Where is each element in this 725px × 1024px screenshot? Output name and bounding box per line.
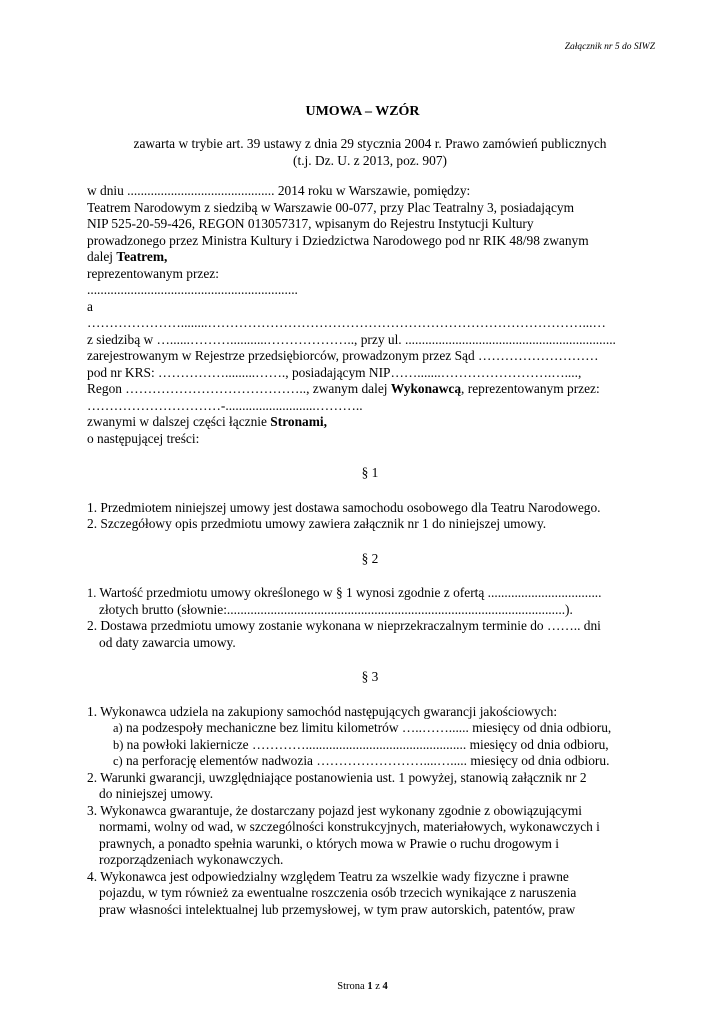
parties-collective-text: zwanymi w dalszej części łącznie <box>87 414 271 429</box>
content-intro-line: o następującej treści: <box>87 430 200 446</box>
section-2-paragraph-1-text: Wartość przedmiotu umowy określonego w § 1 wynosi zgodnie z ofertą .................................. <box>96 585 602 600</box>
representative-blank: ............................................................... <box>87 282 298 297</box>
contractor-name-blank: …………………........…………………………………………………………………………...… <box>87 315 606 330</box>
warranty-item-a-text: na podzespoły mechaniczne bez limitu kilometrów …..……...... miesięcy od dnia odbioru, <box>122 720 612 735</box>
represented-by-line: reprezentowanym przez: <box>87 265 219 281</box>
section-3-heading: § 3 <box>361 669 379 684</box>
warranty-item-b-label: b) <box>113 737 124 752</box>
section-2-paragraph-1-number: 1. <box>87 586 97 600</box>
section-3-paragraph-1: 1. Wykonawca udziela na zakupiony samochód następujących gwarancji jakościowych: <box>87 703 558 719</box>
footer-page-total: 4 <box>382 981 388 992</box>
section-1-paragraph-2: 2. Szczegółowy opis przedmiotu umowy zawiera załącznik nr 1 do niniejszej umowy. <box>87 516 547 531</box>
contractor-register-line: zarejestrowanym w Rejestrze przedsiębiorców, prowadzonym przez Sąd ……………………… <box>87 348 599 363</box>
parties-section <box>87 183 653 447</box>
section-2-heading: § 2 <box>361 550 379 566</box>
parties-collective-line <box>87 414 653 431</box>
section-3-paragraph-3: 3. Wykonawca gwarantuje, że dostarczany pojazd jest wykonany zgodnie z obowiązującymi <box>87 802 582 818</box>
regon-text: Regon ………………………………….., zwanym dalej <box>87 381 391 396</box>
warranty-item-a <box>87 720 653 737</box>
theatre-line-2: NIP 525-20-59-426, REGON 013057317, wpisanym do Rejestru Instytucji Kultury <box>87 216 534 231</box>
subtitle-line-2: (t.j. Dz. U. z 2013, poz. 907) <box>293 152 447 168</box>
section-3-paragraph-4: 4. Wykonawca jest odpowiedzialny względem Teatru za wszelkie wady fizyczne i prawne <box>87 868 569 884</box>
and-line: a <box>87 298 93 314</box>
warranty-item-a-label: a) <box>113 721 123 735</box>
theatre-line-3: prowadzonego przez Ministra Kultury i Dziedzictwa Narodowego pod nr RIK 48/98 zwanym <box>87 232 589 248</box>
document-title: UMOWA – WZÓR <box>305 104 420 119</box>
section-3-paragraph-2-cont: do niniejszej umowy. <box>99 786 214 801</box>
warranty-item-b-text: na powłoki lakiernicze …………................................................ miesięcy od dnia odbioru, <box>123 736 609 752</box>
section-3-paragraph-3-cont-2: prawnych, a ponadto spełnia warunki, o których mowa w Prawie o ruchu drogowym i <box>99 835 560 851</box>
section-2-paragraph-1-cont: złotych brutto (słownie:.....................................................................................................). <box>99 601 573 617</box>
section-1-paragraph-1: 1. Przedmiotem niniejszej umowy jest dostawa samochodu osobowego dla Teatru Narodowego. <box>87 499 601 515</box>
contractor-address-line: z siedzibą w …......………...........……………….., przy ul. ............................................................... <box>87 331 616 347</box>
parties-defined-term: Stronami, <box>270 414 327 429</box>
warranty-item-c <box>87 753 653 770</box>
contractor-regon-line <box>87 381 653 398</box>
theatre-line-4 <box>87 249 653 266</box>
contractor-representative-blank: …………………………-...........................……….. <box>87 397 363 413</box>
contractor-krs-line: pod nr KRS: …………….........……., posiadającym NIP…….......…………………….…...., <box>87 364 582 380</box>
footer-page-number: 1 <box>367 981 373 992</box>
warranty-item-c-text: na perforację elementów nadwozia ……………………....…..... miesięcy od dnia odbioru. <box>122 753 610 768</box>
contractor-defined-term: Wykonawcą <box>390 381 462 396</box>
section-3-paragraph-3-cont-1: normami, wolny od wad, w szczególności konstrukcyjnych, materiałowych, wykonawczych i <box>99 819 600 834</box>
theatre-line-4-text: dalej <box>87 249 117 264</box>
footer-label: Strona <box>337 981 365 992</box>
theatre-line-1: Teatrem Narodowym z siedzibą w Warszawie 00-077, przy Plac Teatralny 3, posiadającym <box>87 199 574 215</box>
section-3-paragraph-2: 2. Warunki gwarancji, uwzględniające postanowienia ust. 1 powyżej, stanowią załącznik nr 2 <box>87 769 587 785</box>
parties-date-line: w dniu ............................................ 2014 roku w Warszawie, pomiędzy: <box>87 183 471 198</box>
section-3-paragraph-4-cont-2: praw własności intelektualnej lub przemysłowej, w tym praw autorskich, patentów, praw <box>99 901 576 917</box>
regon-text-end: , reprezentowanym przez: <box>461 381 600 396</box>
warranty-item-c-label: c) <box>113 754 123 768</box>
section-1-heading: § 1 <box>361 465 379 480</box>
subtitle-line-1: zawarta w trybie art. 39 ustawy z dnia 29 stycznia 2004 r. Prawo zamówień publicznych <box>133 136 607 151</box>
footer-separator: z <box>375 981 380 992</box>
section-2-paragraph-1 <box>87 585 653 602</box>
section-2-paragraph-2-cont: od daty zawarcia umowy. <box>99 634 236 650</box>
document-body <box>87 136 653 918</box>
section-3-paragraph-4-cont-1: pojazdu, w tym również za ewentualne roszczenia osób trzecich wynikające z naruszenia <box>99 885 577 900</box>
warranty-item-b <box>87 737 653 754</box>
page-footer <box>0 981 725 992</box>
theatre-defined-term: Teatrem, <box>116 249 168 264</box>
section-2-paragraph-2: 2. Dostawa przedmiotu umowy zostanie wykonana w nieprzekraczalnym terminie do …….. dni <box>87 618 601 633</box>
section-3-paragraph-3-cont-3: rozporządzeniach wykonawczych. <box>99 852 284 867</box>
attachment-note: Załącznik nr 5 do SIWZ <box>564 42 655 52</box>
